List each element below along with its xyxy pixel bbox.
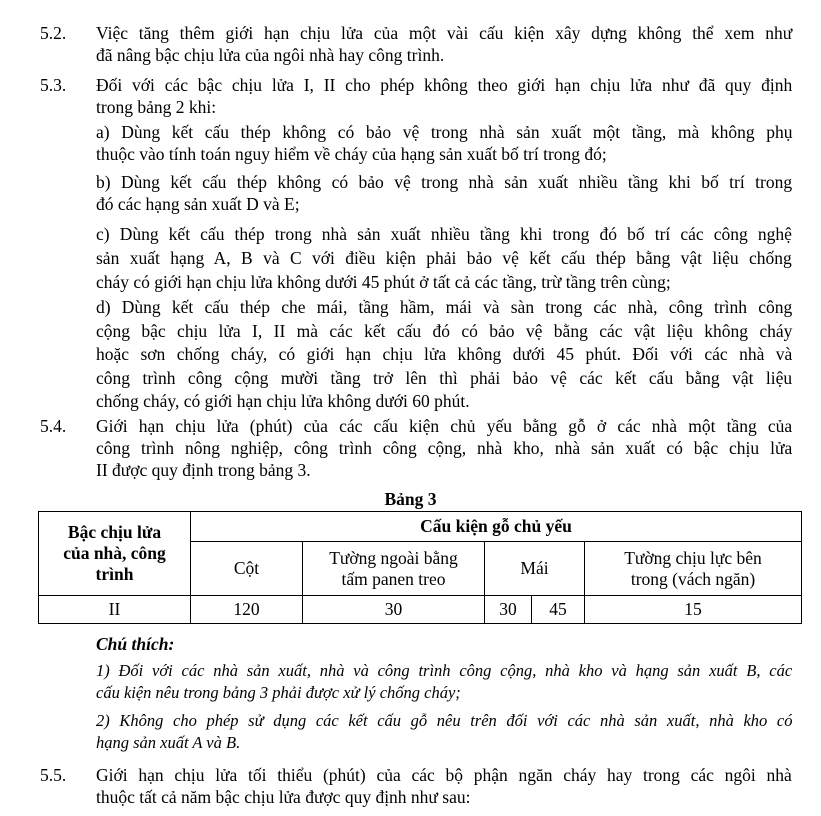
cell-cot: 120	[191, 596, 303, 624]
section-5-3-line-1: Đối với các bậc chịu lửa I, II cho phép không theo giới hạn chịu lửa như đã quy định	[96, 75, 793, 95]
col-tuong-ngoai-line-2: tấm panen treo	[341, 568, 446, 589]
item-d-line-5: chống cháy, có giới hạn chịu lửa không dưới 60 phút.	[96, 391, 470, 411]
item-d-line-1: d) Dùng kết cấu thép che mái, tầng hầm, mái và sàn trong các nhà, công trình công	[96, 297, 793, 317]
cell-tuong-chiu-luc: 15	[585, 596, 802, 624]
item-d-line-4: công trình công cộng mười tầng trở lên thì phải bảo vệ các kết cấu bằng vật liệu	[96, 367, 793, 388]
note-2-line-2: hạng sản xuất A và B.	[96, 733, 241, 752]
note-2	[96, 710, 792, 754]
fire-resistance-table	[38, 511, 802, 624]
section-5-4-line-1: Giới hạn chịu lửa (phút) của các cấu kiện chủ yếu bằng gỗ ở các nhà một tầng của	[96, 416, 793, 436]
notes-title: Chú thích:	[96, 634, 175, 654]
note-1-line-2: cấu kiện nêu trong bảng 3 phải được xử lý chống cháy;	[96, 683, 461, 702]
cell-mai-1: 30	[485, 596, 532, 624]
item-c	[96, 222, 792, 294]
item-b-line-1: b) Dùng kết cấu thép không có bảo vệ trong nhà sản xuất nhiều tầng khi bố trí trong	[96, 172, 793, 192]
section-number-5-2: 5.2.	[40, 23, 67, 43]
table-row	[39, 596, 802, 624]
cell-tuong-ngoai: 30	[303, 596, 485, 624]
section-5-4-line-2: công trình nông nghiệp, công trình công cộng, nhà kho, nhà sản xuất có bậc chịu lửa	[96, 438, 793, 458]
cell-mai-2: 45	[532, 596, 585, 624]
section-number-5-4: 5.4.	[40, 416, 67, 436]
section-5-5-text	[96, 764, 792, 808]
col-tuong-chiu-luc-line-1: Tường chịu lực bên	[624, 547, 762, 568]
section-number-5-5: 5.5.	[40, 765, 67, 785]
item-c-line-3: cháy có giới hạn chịu lửa không dưới 45 phút ở tất cả các tầng, trừ tầng trên cùng;	[96, 272, 671, 292]
col-header-tuong-chiu-luc	[585, 542, 802, 596]
row-header-cell	[39, 512, 191, 596]
section-5-4-line-3: II được quy định trong bảng 3.	[96, 460, 311, 480]
row-header-line-1: Bậc chịu lửa	[67, 522, 162, 542]
note-2-line-1: 2) Không cho phép sử dụng các kết cấu gỗ nêu trên đối với các nhà sản xuất, nhà kho có	[96, 711, 793, 730]
row-header-line-3: trình	[95, 564, 134, 584]
item-a-line-2: thuộc vào tính toán nguy hiểm về cháy của hạng sản xuất bố trí trong đó;	[96, 144, 607, 164]
section-number-5-3: 5.3.	[40, 75, 67, 95]
item-d	[96, 296, 792, 414]
note-1-line-1: 1) Đối với các nhà sản xuất, nhà và công trình công cộng, nhà kho và hạng sản xuất B, các	[96, 661, 793, 680]
section-5-5-line-1: Giới hạn chịu lửa tối thiểu (phút) của các bộ phận ngăn cháy hay trong các ngôi nhà	[96, 765, 792, 785]
cell-grade: II	[39, 596, 191, 624]
col-header-mai: Mái	[485, 542, 585, 596]
section-5-3-line-2: trong bảng 2 khi:	[96, 97, 217, 117]
item-d-line-3: hoặc sơn chống cháy, có giới hạn chịu lửa không dưới 45 phút. Đối với các nhà và	[96, 344, 793, 364]
item-a-line-1: a) Dùng kết cấu thép không có bảo vệ trong nhà sản xuất một tầng, mà không phụ	[96, 122, 793, 142]
section-5-2-text	[96, 22, 792, 66]
table-caption: Bảng 3	[384, 489, 437, 509]
col-tuong-ngoai-line-1: Tường ngoài bằng	[329, 547, 458, 568]
item-b	[96, 171, 792, 215]
col-tuong-chiu-luc-line-2: trong (vách ngăn)	[630, 568, 756, 589]
section-5-3-text	[96, 74, 792, 118]
col-header-tuong-ngoai	[303, 542, 485, 596]
item-c-line-2: sản xuất hạng A, B và C với điều kiện phải bảo vệ kết cấu thép bằng vật liệu chống	[96, 248, 792, 268]
group-header: Cấu kiện gỗ chủ yếu	[191, 512, 802, 542]
section-5-5-line-2: thuộc tất cả năm bậc chịu lửa được quy định như sau:	[96, 787, 471, 807]
section-5-2-line-2: đã nâng bậc chịu lửa của ngôi nhà hay công trình.	[96, 45, 445, 65]
note-1	[96, 660, 792, 704]
section-5-2-line-1: Việc tăng thêm giới hạn chịu lửa của một vài cấu kiện xây dựng không thể xem như	[96, 23, 793, 43]
item-b-line-2: đó các hạng sản xuất D và E;	[96, 194, 300, 214]
section-5-4-text	[96, 415, 792, 481]
row-header-line-2: của nhà, công	[63, 543, 166, 563]
item-a	[96, 121, 792, 165]
item-c-line-1: c) Dùng kết cấu thép trong nhà sản xuất nhiều tầng khi trong đó bố trí các công nghệ	[96, 224, 792, 244]
item-d-line-2: cộng bậc chịu lửa I, II mà các kết cấu đó có bảo vệ bằng các vật liệu không cháy	[96, 320, 793, 341]
col-header-cot: Cột	[191, 542, 303, 596]
